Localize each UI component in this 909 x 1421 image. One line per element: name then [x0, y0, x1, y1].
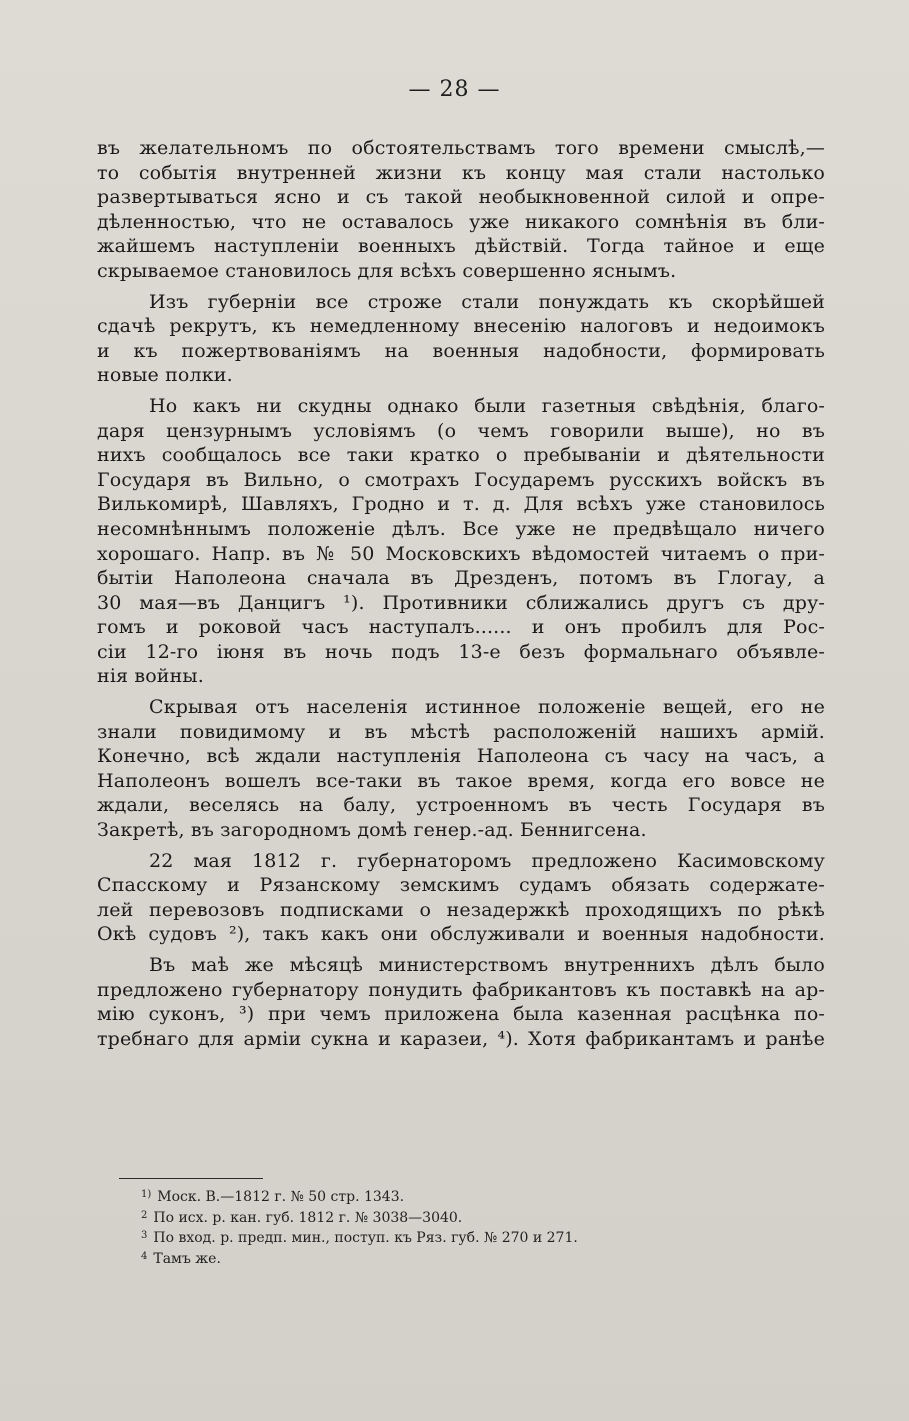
- footnote-text: По исх. р. кан. губ. 1812 г. № 3038—3040.: [153, 1209, 463, 1226]
- text-line: предложено губернатору понудить фабрикантовъ къ поставкѣ на ар-: [97, 978, 825, 1001]
- footnote-mark: 2: [141, 1209, 148, 1221]
- text-line: развертываться ясно и съ такой необыкновенной силой и опре-: [97, 186, 825, 209]
- text-line: то событія внутренней жизни къ концу мая стали настолько: [97, 161, 825, 184]
- text-line: Въ маѣ же мѣсяцѣ министерствомъ внутреннихъ дѣлъ было: [149, 954, 825, 976]
- footnote-mark: 1): [141, 1189, 152, 1200]
- text-line: въ желательномъ по обстоятельствамъ того времени смыслѣ,—: [97, 137, 825, 159]
- text-line: Закретѣ, въ загородномъ домѣ генер.-ад. Беннигсена.: [97, 819, 647, 842]
- text-line: Но какъ ни скудны однако были газетныя свѣдѣнія, благо-: [149, 394, 825, 417]
- text-line: Окѣ судовъ ²), такъ какъ они обслуживали и военныя надобности.: [97, 923, 825, 946]
- paragraph-6: [97, 953, 825, 1051]
- text-line: сіи 12-го іюня въ ночь подъ 13-е безъ формальнаго объявле-: [97, 640, 825, 663]
- footnote: [141, 1207, 781, 1228]
- page-number: — 28 —: [408, 77, 501, 102]
- paragraph-1: [97, 136, 825, 284]
- text-line: жайшемъ наступленіи военныхъ дѣйствій. Тогда тайное и еще: [97, 235, 825, 258]
- footnote-text: Тамъ же.: [153, 1250, 221, 1267]
- text-line: Скрывая отъ населенія истинное положеніе вещей, его не: [149, 696, 825, 719]
- text-line: лей перевозовъ подписками о незадержкѣ проходящихъ по рѣкѣ: [97, 898, 825, 921]
- text-line: Государя въ Вильно, о смотрахъ Государемъ русскихъ войскъ въ: [97, 468, 825, 491]
- text-line: бытіи Наполеона сначала въ Дрезденъ, потомъ въ Глогау, а: [97, 567, 825, 590]
- body-text: [97, 136, 825, 1057]
- text-line: требнаго для арміи сукна и каразеи, ⁴). Хотя фабрикантамъ и ранѣе: [97, 1027, 825, 1050]
- text-line: новые полки.: [97, 364, 233, 387]
- text-line: хорошаго. Напр. въ № 50 Московскихъ вѣдомостей читаемъ о при-: [97, 542, 825, 565]
- paragraph-4: [97, 695, 825, 843]
- text-line: даря цензурнымъ условіямъ (о чемъ говорили выше), но въ: [97, 419, 825, 442]
- text-line: мію суконъ, ³) при чемъ приложена была казенная расцѣнка по-: [97, 1003, 825, 1026]
- text-line: Спасскому и Рязанскому земскимъ судамъ обязать содержате-: [97, 874, 825, 897]
- paragraph-3: [97, 394, 825, 689]
- text-line: дѣленностью, что не оставалось уже никакого сомнѣнія въ бли-: [97, 210, 825, 233]
- text-line: знали повидимому и въ мѣстѣ расположеній нашихъ армій.: [97, 720, 825, 743]
- footnote-text: Моск. В.—1812 г. № 50 стр. 1343.: [157, 1189, 405, 1205]
- paragraph-2: [97, 290, 825, 388]
- footnote: [141, 1248, 781, 1269]
- text-line: Изъ губерніи все строже стали понуждать къ скорѣйшей: [149, 290, 825, 313]
- paragraph-5: [97, 849, 825, 947]
- footnote-mark: 4: [141, 1250, 148, 1262]
- footnote-text: По вход. р. предп. мин., поступ. къ Ряз. губ. № 270 и 271.: [153, 1230, 578, 1246]
- footnote: [141, 1186, 781, 1207]
- text-line: ждали, веселясь на балу, устроенномъ въ честь Государя въ: [97, 794, 825, 817]
- text-line: гомъ и роковой часъ наступалъ...... и онъ пробилъ для Рос-: [97, 616, 825, 639]
- text-line: и къ пожертвованіямъ на военныя надобности, формировать: [97, 339, 825, 362]
- text-line: Конечно, всѣ ждали наступленія Наполеона съ часу на часъ, а: [97, 745, 825, 768]
- text-line: нихъ сообщалось все таки кратко о пребываніи и дѣятельности: [97, 444, 825, 467]
- text-line: нія войны.: [97, 665, 204, 688]
- text-line: сдачѣ рекрутъ, къ немедленному внесенію налоговъ и недоимокъ: [97, 315, 825, 338]
- text-line: Вилькомирѣ, Шавляхъ, Гродно и т. д. Для всѣхъ уже становилось: [97, 493, 825, 516]
- text-line: 30 мая—въ Данцигъ ¹). Противники сближались другъ съ дру-: [97, 591, 825, 614]
- footnotes: [141, 1186, 781, 1268]
- footnote-divider: [119, 1178, 263, 1179]
- text-line: Наполеонъ вошелъ все-таки въ такое время, когда его вовсе не: [97, 769, 825, 792]
- text-line: 22 мая 1812 г. губернаторомъ предложено Касимовскому: [149, 849, 825, 872]
- text-line: скрываемое становилось для всѣхъ совершенно яснымъ.: [97, 259, 677, 282]
- footnote-mark: 3: [141, 1230, 148, 1241]
- footnote: [141, 1227, 781, 1248]
- text-line: несомнѣннымъ положеніе дѣлъ. Все уже не предвѣщало ничего: [97, 517, 825, 540]
